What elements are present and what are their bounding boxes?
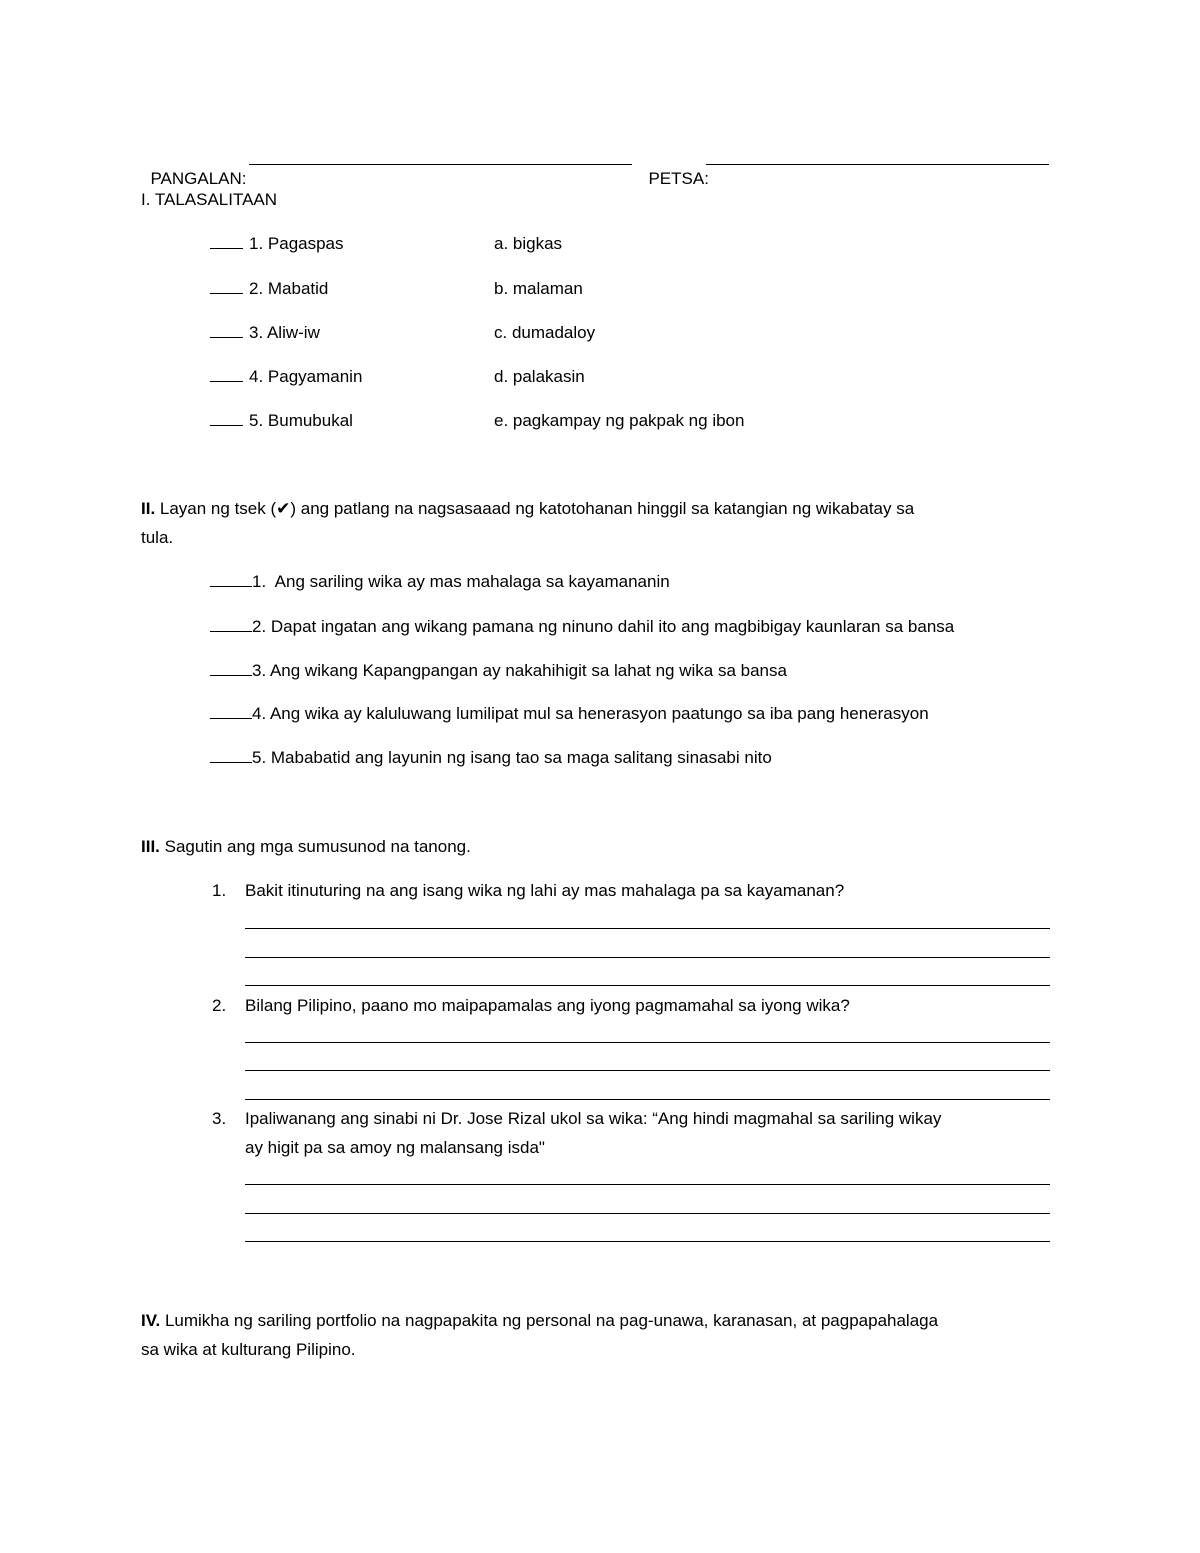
answer-line[interactable] — [245, 1042, 1050, 1043]
vocab-row-4 — [210, 366, 362, 388]
truefalse-row-3 — [210, 660, 787, 682]
question-text: Bakit itinuturing na ang isang wika ng lahi ay mas mahalaga pa sa kayamanan? — [245, 881, 845, 900]
truefalse-statement: 4. Ang wika ay kaluluwang lumilipat mul sa henerasyon paatungo sa iba pang henerasyon — [252, 704, 929, 723]
truefalse-statement: 5. Mababatid ang layunin ng isang tao sa maga salitang sinasabi nito — [252, 748, 772, 767]
answer-line[interactable] — [245, 1070, 1050, 1071]
truefalse-statement: 2. Dapat ingatan ang wikang pamana ng ninuno dahil ito ang magbibigay kaunlaran sa bansa — [252, 617, 955, 636]
answer-line[interactable] — [245, 1099, 1050, 1100]
vocab-row-3 — [210, 322, 320, 344]
answer-line[interactable] — [245, 957, 1050, 958]
answer-line[interactable] — [245, 928, 1050, 929]
truefalse-row-4 — [210, 703, 929, 725]
date-label: PETSA: — [648, 169, 709, 188]
vocab-term: 5. Bumubukal — [249, 411, 353, 430]
truefalse-row-5 — [210, 747, 772, 769]
section2-numeral: II. — [141, 499, 156, 518]
vocab-term: 2. Mabatid — [249, 279, 329, 298]
vocab-term: 3. Aliw-iw — [249, 323, 320, 342]
vocab-row-1 — [210, 233, 344, 255]
question-number: 1. — [212, 881, 227, 900]
section3-numeral: III. — [141, 837, 160, 856]
vocab-row-2 — [210, 278, 328, 300]
section4-numeral: IV. — [141, 1311, 161, 1330]
answer-blank[interactable] — [210, 411, 243, 426]
vocab-choice: c. dumadaloy — [494, 323, 596, 342]
truefalse-statement: 1. Ang sariling wika ay mas mahalaga sa kayamananin — [252, 572, 670, 591]
name-blank-line[interactable] — [249, 164, 632, 165]
answer-line[interactable] — [245, 1241, 1050, 1242]
vocab-choice: e. pagkampay ng pakpak ng ibon — [494, 411, 745, 430]
answer-blank[interactable] — [210, 234, 243, 249]
section4-line2: sa wika at kulturang Pilipino. — [141, 1340, 356, 1359]
section4-instruction — [141, 1310, 938, 1332]
answer-line[interactable] — [245, 1213, 1050, 1214]
answer-blank[interactable] — [210, 323, 243, 338]
section3-instruction — [141, 836, 471, 858]
answer-line[interactable] — [245, 985, 1050, 986]
truefalse-statement: 3. Ang wikang Kapangpangan ay nakahihigit sa lahat ng wika sa bansa — [252, 661, 787, 680]
answer-blank[interactable] — [210, 367, 243, 382]
answer-line[interactable] — [245, 1184, 1050, 1185]
section2-instruction — [141, 498, 914, 520]
question-number: 2. — [212, 996, 227, 1015]
check-blank[interactable] — [210, 572, 252, 587]
truefalse-row-2 — [210, 616, 954, 638]
check-blank[interactable] — [210, 704, 252, 719]
section2-instruction-line1: Layan ng tsek (✔) ang patlang na nagsasaaad ng katotohanan hinggil sa katangian ng wikabatay sa — [155, 499, 915, 518]
check-blank[interactable] — [210, 617, 252, 632]
question-text: Bilang Pilipino, paano mo maipapamalas ang iyong pagmamahal sa iyong wika? — [245, 996, 850, 1015]
vocab-choice: d. palakasin — [494, 367, 585, 386]
name-field-row — [141, 146, 247, 190]
name-label: PANGALAN: — [150, 169, 247, 188]
check-blank[interactable] — [210, 748, 252, 763]
vocab-choice: a. bigkas — [494, 234, 563, 253]
truefalse-row-1 — [210, 571, 670, 593]
question-text: Ipaliwanang ang sinabi ni Dr. Jose Rizal ukol sa wika: “Ang hindi magmahal sa sariling wikay — [245, 1109, 942, 1128]
vocab-row-5 — [210, 410, 353, 432]
section2-instruction-line2: tula. — [141, 528, 174, 547]
section1-title: I. TALASALITAAN — [141, 190, 278, 209]
question-text-continued: ay higit pa sa amoy ng malansang isda" — [245, 1138, 545, 1157]
vocab-term: 1. Pagaspas — [249, 234, 344, 253]
check-blank[interactable] — [210, 661, 252, 676]
vocab-term: 4. Pagyamanin — [249, 367, 363, 386]
section4-line1: Lumikha ng sariling portfolio na nagpapakita ng personal na pag-unawa, karanasan, at pagpapahalaga — [160, 1311, 939, 1330]
vocab-choice: b. malaman — [494, 279, 583, 298]
question-number: 3. — [212, 1109, 227, 1128]
section3-instruction-text: Sagutin ang mga sumusunod na tanong. — [159, 837, 471, 856]
answer-blank[interactable] — [210, 279, 243, 294]
date-blank-line[interactable] — [706, 164, 1049, 165]
date-field-row — [639, 146, 709, 190]
